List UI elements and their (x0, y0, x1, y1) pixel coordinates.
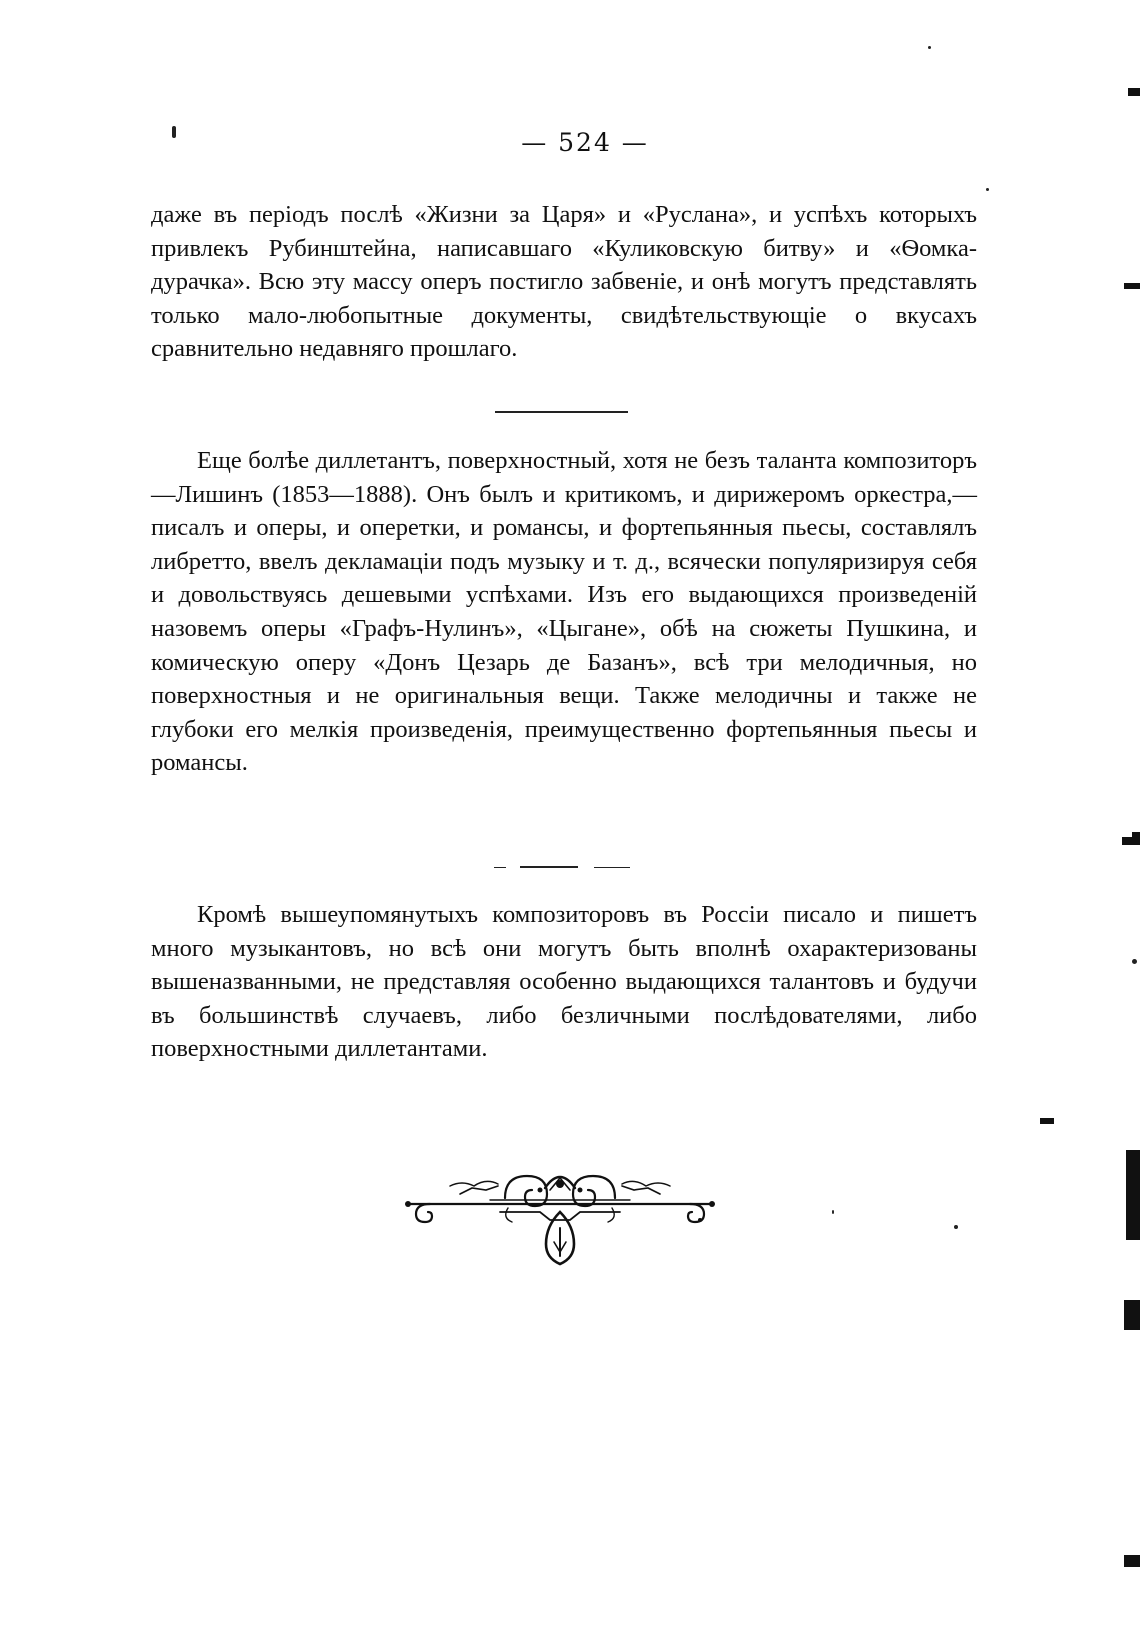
section-divider-dash-left (494, 867, 506, 868)
scan-edge-mark (1124, 1555, 1140, 1567)
scan-speck (1132, 959, 1137, 964)
scan-edge-mark (1126, 1150, 1140, 1240)
paragraph-continuation: даже въ періодъ послѣ «Жизни за Царя» и «Руслана», и успѣхъ которыхъ привлекъ Рубинштейна, написавшаго «Куликовскую битву» и «Ѳомка-дурачка». Всю эту массу оперъ постигло забвеніе, и онѣ могутъ представлять только мало-любопытные документы, свидѣтельствующіе о вкусахъ сравнительно недавняго прошлаго. (151, 201, 977, 363)
section-divider (495, 411, 628, 413)
scan-speck (954, 1225, 958, 1229)
section-divider (520, 866, 578, 868)
ornamental-tailpiece-icon (400, 1160, 720, 1270)
scan-speck (832, 1210, 834, 1214)
paragraph-other-composers: Кромѣ вышеупомянутыхъ композиторовъ въ Россіи писало и пишетъ много музыкантовъ, но всѣ они могутъ быть вполнѣ охарактеризованы вышеназванными, не представляя особенно выдающихся талантовъ и будучи въ большинствѣ случаевъ, либо безличными послѣдователями, либо поверхностными диллетантами. (151, 901, 977, 1063)
page-number: — 524 — (521, 128, 649, 157)
scan-speck (986, 188, 989, 191)
paragraph-lishin: Еще болѣе диллетантъ, поверхностный, хотя не безъ таланта композиторъ—Лишинъ (1853—1888). Онъ былъ и критикомъ, и дирижеромъ оркестра,—писалъ и оперы, и оперетки, и романсы, и фортепьянныя пьесы, составлялъ либретто, ввелъ декламаціи подъ музыку и т. д., всячески популяризируя себя и довольствуясь дешевыми успѣхами. Изъ его выдающихся произведеній назовемъ оперы «Графъ-Нулинъ», «Цыгане», обѣ на сюжеты Пушкина, и комическую оперу «Донъ Цезарь де Базанъ», всѣ три мелодичныя, но поверхностныя и не оригинальныя вещи. Также мелодичны и также не глубоки его мелкія произведенія, преимущественно фортепьянныя пьесы и романсы. (151, 447, 977, 777)
scan-speck (928, 46, 931, 49)
scan-edge-mark (1122, 837, 1140, 845)
scan-edge-mark (1124, 283, 1140, 289)
section-divider-dash-right (594, 867, 630, 868)
scan-edge-mark (1124, 1300, 1140, 1330)
scan-edge-mark (1128, 88, 1140, 96)
scan-edge-mark (1040, 1118, 1054, 1124)
scan-speck (172, 126, 176, 138)
